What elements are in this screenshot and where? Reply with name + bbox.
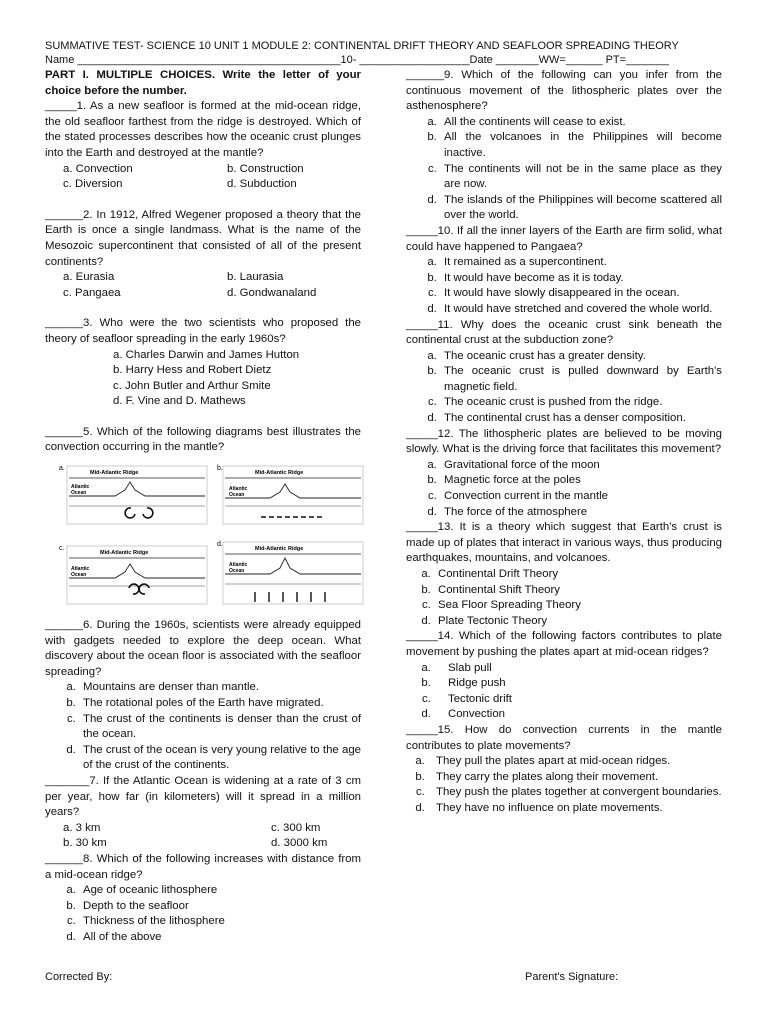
choice: a. The oceanic crust has a greater density. <box>440 349 722 365</box>
choice: a. Slab pull <box>434 661 722 677</box>
question-12: _____12. The lithospheric plates are believed to be moving slowly. What is the driving force that facilitates this movement? <box>406 427 722 456</box>
test-title: SUMMATIVE TEST- SCIENCE 10 UNIT 1 MODULE 2: CONTINENTAL DRIFT THEORY AND SEAFLOOR SPREADING THEORY <box>45 40 679 52</box>
question-8: ______8. Which of the following increases with distance from a mid-ocean ridge? <box>45 852 361 881</box>
diagram-b <box>215 460 365 530</box>
question-10-choices <box>406 255 722 317</box>
choice: b. Ridge push <box>434 676 722 692</box>
ocean-label-2: Ocean <box>71 490 87 497</box>
question-10: _____10. If all the inner layers of the Earth are firm solid, what could have happened to Pangaea? <box>406 224 722 253</box>
choice: a. 3 km <box>63 821 101 834</box>
choice: b. Laurasia <box>227 271 284 284</box>
choice: b. 30 km <box>63 837 107 850</box>
choice: d. 3000 km <box>271 837 328 850</box>
choice: d. The continental crust has a denser composition. <box>440 411 722 427</box>
question-5: ______5. Which of the following diagrams best illustrates the convection occurring in the mantle? <box>45 425 361 454</box>
choice: c. The crust of the continents is denser than the crust of the ocean. <box>79 712 361 743</box>
choice: b. All the volcanoes in the Philippines will become inactive. <box>440 130 722 161</box>
corrected-by-label: Corrected By: <box>45 971 113 983</box>
choice: c. They push the plates together at convergent boundaries. <box>428 785 722 801</box>
curved-arrows-icon <box>125 508 153 518</box>
ridge-label: Mid-Atlantic Ridge <box>255 470 304 477</box>
question-13-choices <box>406 567 722 629</box>
choice: b. Depth to the seafloor <box>79 899 361 915</box>
name-line: Name ___________________________________________10- __________________Date _______WW=______ PT=_______ <box>45 54 669 66</box>
left-column <box>45 68 361 946</box>
choice: b. The oceanic crust is pulled downward by Earth's magnetic field. <box>440 364 722 395</box>
ocean-label-2: Ocean <box>229 568 245 575</box>
question-6: ______6. During the 1960s, scientists were already equipped with gadgets needed to explore the deep ocean. What discovery about the ocean floor is associated with the seafloor spreading? <box>45 619 361 678</box>
choice: d. Gondwanaland <box>227 286 317 299</box>
question-7: _______7. If the Atlantic Ocean is widening at a rate of 3 cm per year, how far (in kilometers) will it spread in a million years? <box>45 775 361 819</box>
part-1-label: PART I. MULTIPLE CHOICES. Write the letter of your choice before the number. <box>45 69 361 97</box>
question-2: ______2. In 1912, Alfred Wegener proposed a theory that the Earth is once a single landmass. What is the name of the Mesozoic supercontinent that consisted of all of the present continents? <box>45 208 361 268</box>
choice: a. It remained as a supercontinent. <box>440 255 722 271</box>
choice: c. 300 km <box>271 821 321 834</box>
question-6-choices <box>45 680 361 774</box>
question-9: ______9. Which of the following can you infer from the continuous movement of the lithospheric plates over the asthenosphere? <box>406 69 722 113</box>
question-15-choices <box>406 754 722 816</box>
choice: c. The oceanic crust is pushed from the ridge. <box>440 395 722 411</box>
choice: c. Thickness of the lithosphere <box>79 914 361 930</box>
choice: c. Convection current in the mantle <box>440 489 722 505</box>
question-15: _____15. How do convection currents in the mantle contributes to plate movements? <box>406 723 722 752</box>
choice: a. Eurasia <box>63 271 115 284</box>
choice: d. Plate Tectonic Theory <box>434 614 722 630</box>
choice: a. Mountains are denser than mantle. <box>79 680 361 696</box>
question-1-choices <box>45 162 361 193</box>
ridge-label: Mid-Atlantic Ridge <box>255 546 304 553</box>
question-8-choices <box>45 883 361 945</box>
question-3-choices <box>45 348 361 410</box>
ocean-label-2: Ocean <box>229 492 245 499</box>
parent-signature-label: Parent's Signature: <box>525 971 619 983</box>
choice: d. Convection <box>434 707 722 723</box>
choice: c. Diversion <box>63 178 123 191</box>
question-9-choices <box>406 115 722 224</box>
choice: b. The rotational poles of the Earth have migrated. <box>79 696 361 712</box>
choice: b. Construction <box>227 162 304 175</box>
ocean-label-1: Atlantic <box>229 486 248 493</box>
question-7-choices <box>45 821 361 852</box>
question-11: _____11. Why does the oceanic crust sink beneath the continental crust at the subduction zone? <box>406 318 722 347</box>
choice: d. They have no influence on plate movements. <box>428 801 722 817</box>
choice: d. F. Vine and D. Mathews <box>113 395 246 408</box>
choice: d. The force of the atmosphere <box>440 505 722 521</box>
diagram-c-figure <box>45 540 210 610</box>
curved-arrows-icon <box>129 584 149 594</box>
question-2-choices <box>45 270 361 301</box>
ocean-label-1: Atlantic <box>229 562 248 569</box>
diagram-b-figure <box>215 460 365 530</box>
choice: a. Gravitational force of the moon <box>440 458 722 474</box>
choice: a. Age of oceanic lithosphere <box>79 883 361 899</box>
choice: c. It would have slowly disappeared in the ocean. <box>440 286 722 302</box>
choice: d. It would have stretched and covered the whole world. <box>440 302 722 318</box>
choice: b. Continental Shift Theory <box>434 583 722 599</box>
question-13: _____13. It is a theory which suggest that Earth's crust is made up of plates that interact in various ways, thus producing earthquakes, mountains, and volcanoes. <box>406 521 722 565</box>
right-column <box>406 68 722 817</box>
choice: d. Subduction <box>227 178 297 191</box>
choice: c. Sea Floor Spreading Theory <box>434 598 722 614</box>
choice: a. Continental Drift Theory <box>434 567 722 583</box>
diagram-letter: c. <box>59 545 65 553</box>
choice: c. Pangaea <box>63 286 121 299</box>
question-12-choices <box>406 458 722 520</box>
choice: b. Harry Hess and Robert Dietz <box>113 364 272 377</box>
diagram-letter: d. <box>217 541 223 549</box>
choice: a. Convection <box>63 162 133 175</box>
choice: d. The crust of the ocean is very young relative to the age of the crust of the continents. <box>79 743 361 774</box>
question-3: ______3. Who were the two scientists who proposed the theory of seafloor spreading in the early 1960s? <box>45 317 361 345</box>
ocean-label-1: Atlantic <box>71 566 90 573</box>
diagram-d-figure <box>215 540 365 610</box>
diagram-letter: a. <box>59 465 65 473</box>
choice: b. It would have become as it is today. <box>440 271 722 287</box>
choice: d. All of the above <box>79 930 361 946</box>
choice: c. John Butler and Arthur Smite <box>113 379 271 392</box>
diagram-a <box>45 460 215 530</box>
diagram-a-figure <box>45 460 210 530</box>
question-11-choices <box>406 349 722 427</box>
choice: b. They carry the plates along their movement. <box>428 770 722 786</box>
choice: d. The islands of the Philippines will become scattered all over the world. <box>440 193 722 224</box>
ocean-label-1: Atlantic <box>71 484 90 491</box>
vertical-arrows-icon <box>255 592 325 602</box>
choice: c. Tectonic drift <box>434 692 722 708</box>
choice: c. The continents will not be in the same place as they are now. <box>440 162 722 193</box>
convection-diagrams <box>45 460 361 610</box>
ridge-label: Mid-Atlantic Ridge <box>100 550 149 557</box>
ridge-label: Mid-Atlantic Ridge <box>90 470 139 477</box>
choice: a. They pull the plates apart at mid-ocean ridges. <box>428 754 722 770</box>
question-1: _____1. As a new seafloor is formed at the mid-ocean ridge, the old seafloor farthest from the ridge is destroyed. Which of the stated processes describes how the oceanic crust plunges into the Earth and destroyed at the mantle? <box>45 100 361 159</box>
choice: a. Charles Darwin and James Hutton <box>113 348 300 361</box>
diagram-letter: b. <box>217 465 223 473</box>
question-14: _____14. Which of the following factors contributes to plate movement by pushing the plates apart at mid-ocean ridges? <box>406 630 722 658</box>
choice: a. All the continents will cease to exist. <box>440 115 722 131</box>
choice: b. Magnetic force at the poles <box>440 473 722 489</box>
diagram-d <box>215 540 365 610</box>
ocean-label-2: Ocean <box>71 572 87 579</box>
diagram-c <box>45 540 215 610</box>
question-14-choices <box>406 661 722 723</box>
